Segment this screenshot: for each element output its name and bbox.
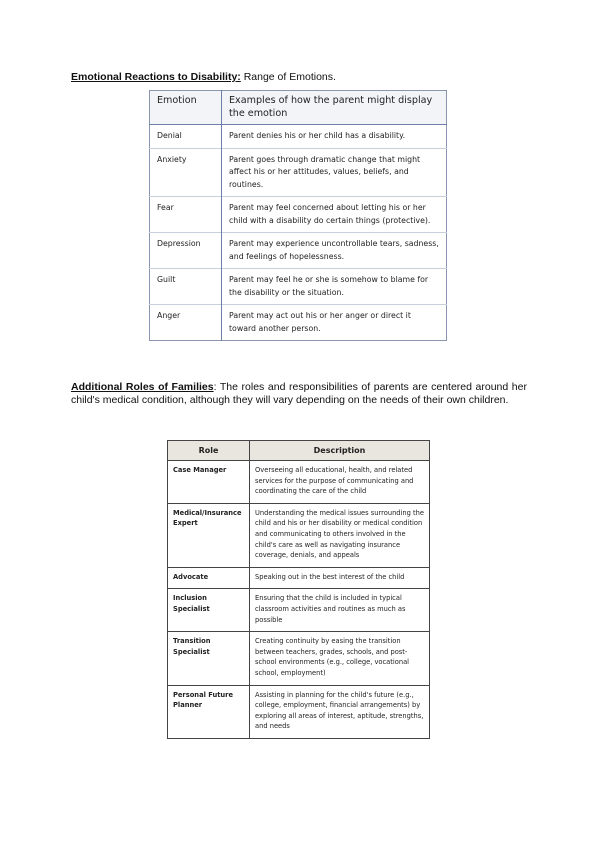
table-row [150,233,447,269]
table-row [150,305,447,341]
table-header-row [168,441,430,461]
emotion-column-header: Emotion [150,91,222,125]
table-row [168,632,430,685]
role-column-header: Role [168,441,250,461]
example-cell: Parent may feel concerned about letting his or her child with a disability do certain things (protective). [222,197,447,233]
role-cell: Advocate [168,567,250,589]
description-cell: Creating continuity by easing the transition between teachers, grades, schools, and post-school environments (e.g., college, vocational school, employment) [250,632,430,685]
emotion-cell: Guilt [150,269,222,305]
family-roles-table [167,440,430,739]
table-row [150,269,447,305]
emotional-reactions-heading [71,71,336,84]
emotion-cell: Anxiety [150,148,222,197]
table-row [168,567,430,589]
table-row [168,503,430,567]
description-cell: Assisting in planning for the child's future (e.g., college, employment, financial arrangements) by exploring all areas of interest, aptitude, strengths, and needs [250,685,430,738]
emotion-cell: Depression [150,233,222,269]
table-row [168,461,430,504]
role-cell: Case Manager [168,461,250,504]
emotion-cell: Denial [150,125,222,149]
example-cell: Parent may experience uncontrollable tears, sadness, and feelings of hopelessness. [222,233,447,269]
table-row [168,589,430,632]
section2-title: Additional Roles of Families [71,381,214,393]
table-row [150,125,447,149]
examples-column-header: Examples of how the parent might display the emotion [222,91,447,125]
section2-subtitle: : The roles and responsibilities of parents are centered around her child's medical condition, although they will vary depending on the needs of their own children. [71,381,527,406]
table-row [150,197,447,233]
role-cell: Transition Specialist [168,632,250,685]
example-cell: Parent may feel he or she is somehow to blame for the disability or the situation. [222,269,447,305]
table-row [150,148,447,197]
role-cell: Personal Future Planner [168,685,250,738]
role-cell: Medical/Insurance Expert [168,503,250,567]
example-cell: Parent goes through dramatic change that might affect his or her attitudes, values, beliefs, and routines. [222,148,447,197]
description-cell: Ensuring that the child is included in typical classroom activities and routines as much as possible [250,589,430,632]
example-cell: Parent may act out his or her anger or direct it toward another person. [222,305,447,341]
additional-roles-heading [71,381,527,407]
description-cell: Understanding the medical issues surrounding the child and his or her disability or medical condition and communicating to others involved in the child's care as well as navigating insurance coverage, denials, and appeals [250,503,430,567]
emotion-cell: Anger [150,305,222,341]
description-column-header: Description [250,441,430,461]
section1-subtitle: Range of Emotions. [240,71,336,83]
description-cell: Overseeing all educational, health, and related services for the purpose of communicating and coordinating the care of the child [250,461,430,504]
emotions-table [149,90,447,341]
section1-title: Emotional Reactions to Disability: [71,71,241,83]
table-row [168,685,430,738]
description-cell: Speaking out in the best interest of the child [250,567,430,589]
emotion-cell: Fear [150,197,222,233]
example-cell: Parent denies his or her child has a disability. [222,125,447,149]
table-header-row [150,91,447,125]
role-cell: Inclusion Specialist [168,589,250,632]
